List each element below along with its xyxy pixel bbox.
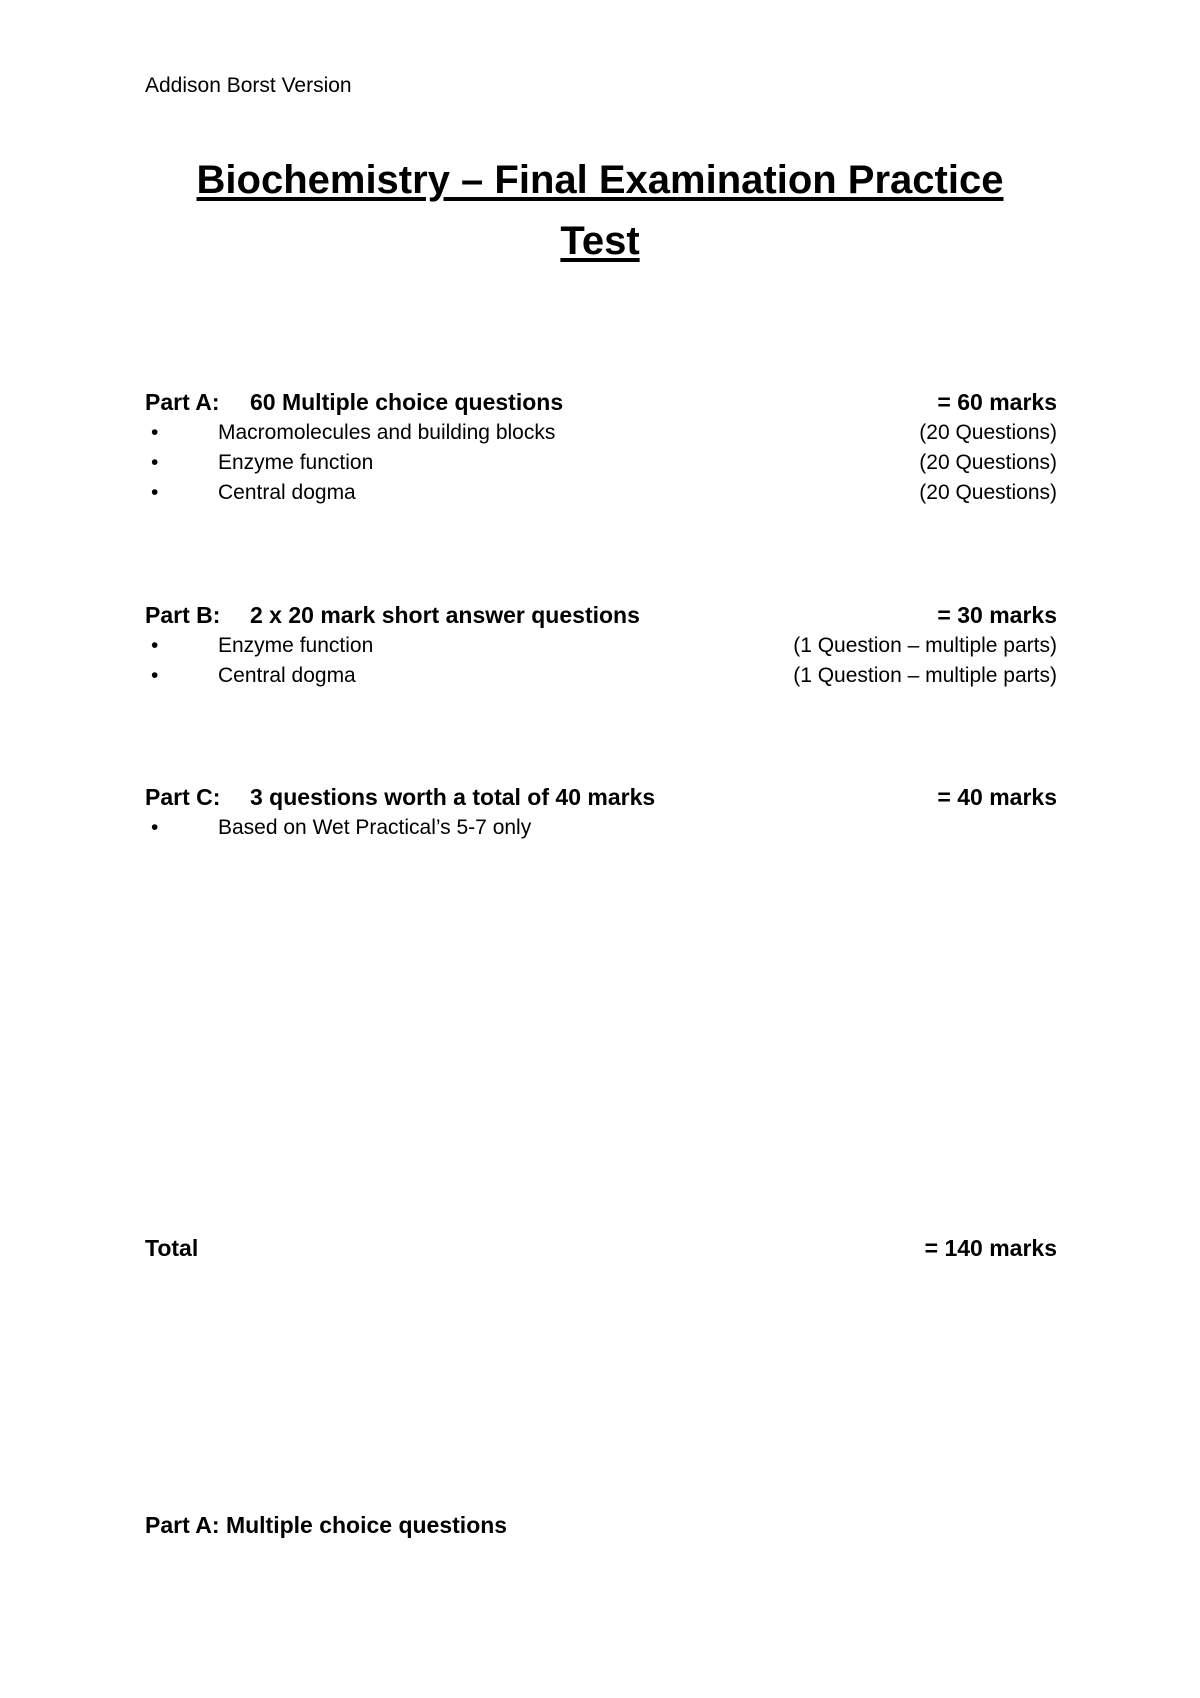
list-item-text: Enzyme function — [218, 634, 374, 657]
header-note: Addison Borst Version — [145, 74, 352, 97]
list-item-detail: (1 Question – multiple parts) — [793, 664, 1057, 687]
list-item — [145, 634, 1057, 664]
part-c-description: 3 questions worth a total of 40 marks — [250, 784, 656, 810]
bullet-icon: • — [151, 634, 159, 657]
list-item-detail: (20 Questions) — [919, 421, 1057, 444]
total-marks: = 140 marks — [924, 1235, 1057, 1261]
part-b-label: Part B: — [145, 602, 221, 628]
part-c-label: Part C: — [145, 784, 221, 810]
part-a-marks: = 60 marks — [937, 389, 1057, 415]
list-item — [145, 451, 1057, 481]
list-item-text: Macromolecules and building blocks — [218, 421, 556, 444]
list-item-text: Central dogma — [218, 664, 356, 687]
part-a-section — [145, 389, 1057, 511]
total-label: Total — [145, 1235, 199, 1261]
list-item-text: Based on Wet Practical’s 5-7 only — [218, 816, 532, 839]
bullet-icon: • — [151, 481, 159, 504]
total-row — [145, 1235, 1057, 1265]
part-b-heading — [145, 602, 1057, 634]
list-item — [145, 816, 1057, 846]
part-a-label: Part A: — [145, 389, 220, 415]
bullet-icon: • — [151, 421, 159, 444]
title-line-1: Biochemistry – Final Examination Practice — [196, 158, 1004, 202]
list-item — [145, 664, 1057, 694]
list-item — [145, 421, 1057, 451]
list-item-detail: (20 Questions) — [919, 481, 1057, 504]
page-title — [130, 150, 1070, 272]
part-c-marks: = 40 marks — [937, 784, 1057, 810]
title-line-2: Test — [560, 219, 640, 263]
next-section-heading: Part A: Multiple choice questions — [145, 1512, 508, 1538]
part-a-description: 60 Multiple choice questions — [250, 389, 564, 415]
total-section — [145, 1235, 1057, 1265]
bullet-icon: • — [151, 451, 159, 474]
part-a-heading — [145, 389, 1057, 421]
part-b-description: 2 x 20 mark short answer questions — [250, 602, 640, 628]
bullet-icon: • — [151, 664, 159, 687]
part-c-section — [145, 784, 1057, 846]
part-b-marks: = 30 marks — [937, 602, 1057, 628]
list-item — [145, 481, 1057, 511]
bullet-icon: • — [151, 816, 159, 839]
list-item-detail: (20 Questions) — [919, 451, 1057, 474]
list-item-text: Enzyme function — [218, 451, 374, 474]
part-c-heading — [145, 784, 1057, 816]
part-b-section — [145, 602, 1057, 694]
list-item-detail: (1 Question – multiple parts) — [793, 634, 1057, 657]
list-item-text: Central dogma — [218, 481, 356, 504]
